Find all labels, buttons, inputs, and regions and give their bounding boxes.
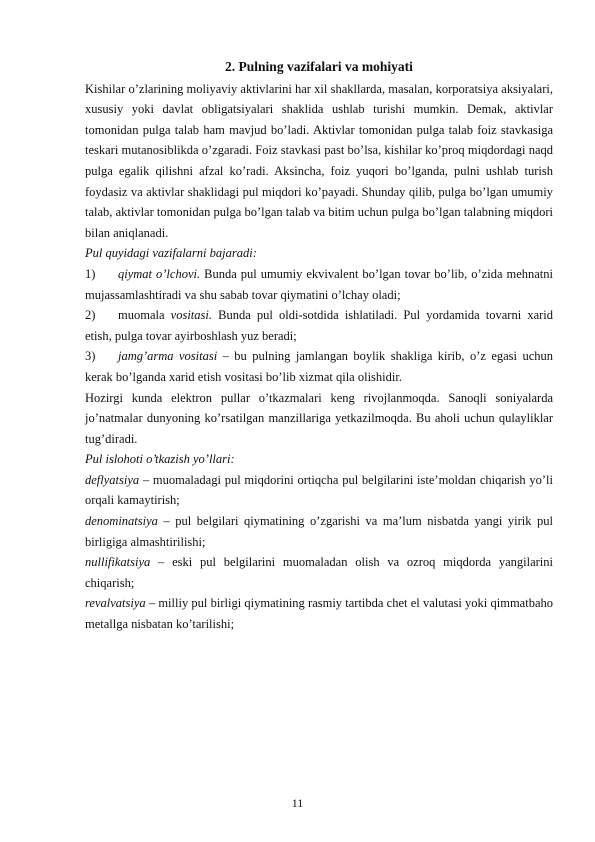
reform-heading: Pul islohoti o’tkazish yo’llari: [85,452,235,467]
reform-item-denomination [85,511,553,552]
reform-item-revaluation [85,593,553,634]
item-text: – bu pulning jamlangan boylik shakliga kirib, o’z egasi uchun kerak bo’lganda xarid etish vositasi bo’lib xizmat qila olishidir. [85,349,553,384]
reform-term: denominatsiya [85,514,158,529]
document-page [85,57,553,635]
electronic-money-paragraph: Hozirgi kunda elektron pullar o’tkazmalari keng rivojlanmoqda. Sanoqli soniyalarda jo’natmalar dunyoning ko’rsatilgan manzillariga yetkazilmoqda. Bu aholi uchun qulayliklar tug’diradi. [85,390,553,446]
reform-item-deflation [85,470,553,511]
reform-term: deflyatsiya [85,472,140,487]
intro-paragraph: Kishilar o’zlarining moliyaviy aktivlarini har xil shakllarda, masalan, korporatsiya aksiyalari, xususiy yoki davlat obligatsiyalari shaklida ushlab turishi mumkin. Demak, aktivlar tomonidan pulga talab ham mavjud bo’ladi. Aktivlar tomonidan pulga talab foiz stavkasiga teskari mutanosiblikda o’zgaradi. Foiz stavkasi past bo’lsa, kishilar ko’proq miqdordagi naqd pulga egalik qilishni afzal ko’radi. Aksincha, foiz yuqori bo’lganda, pulni ushlab turish foydasiz va aktivlar shaklidagi pul miqdori ko’payadi. Shunday qilib, pulga bo’lgan umumiy talab, aktivlar tomonidan pulga bo’lgan talab va bitim uchun pulga bo’lgan talabning miqdori bilan aniqlanadi. [85,81,553,240]
section-title: 2. Pulning vazifalari va mohiyati [225,59,413,74]
item-number: 1) [85,266,96,281]
reform-text: – milliy pul birligi qiymatining rasmiy tartibda chet el valutasi yoki qimmatbaho metallga nisbatan ko’tarilishi; [85,596,553,632]
reform-text: – pul belgilari qiymatining o’zgarishi va ma’lum nisbatda yangi yirik pul birligiga almashtirilishi; [85,514,553,549]
reform-term: revalvatsiya [85,596,146,611]
item-prefix: muomala [118,308,171,323]
functions-heading: Pul quyidagi vazifalarni bajaradi: [85,246,257,261]
item-term: qiymat o’lchovi. [118,266,201,281]
item-number: 3) [85,349,96,364]
reform-term: nullifikatsiya [85,555,151,570]
item-number: 2) [85,308,96,323]
reform-text: – muomaladagi pul miqdorini ortiqcha pul belgilarini iste’moldan chiqarish yo’li orqali kamaytirish; [85,472,553,508]
function-item-1 [85,264,553,305]
reform-item-nullification [85,552,553,593]
item-term: jamg’arma vositasi [118,349,218,364]
reform-text: – eski pul belgilarini muomaladan olish va ozroq miqdorda yangilarini chiqarish; [85,555,553,590]
function-item-2 [85,305,553,346]
item-text: Bunda pul oldi-sotdida ishlatiladi. Pul yordamida tovarni xarid etish, pulga tovar ayirboshlash yuz beradi; [85,308,554,343]
item-text: Bunda pul umumiy ekvivalent bo’lgan tovar bo’lib, o’zida mehnatni mujassamlashtiradi va shu sabab tovar qiymatini o’lchay oladi; [85,266,554,302]
function-item-3 [85,346,553,387]
item-term: vositasi. [170,308,212,323]
page-number: 11 [291,796,304,810]
